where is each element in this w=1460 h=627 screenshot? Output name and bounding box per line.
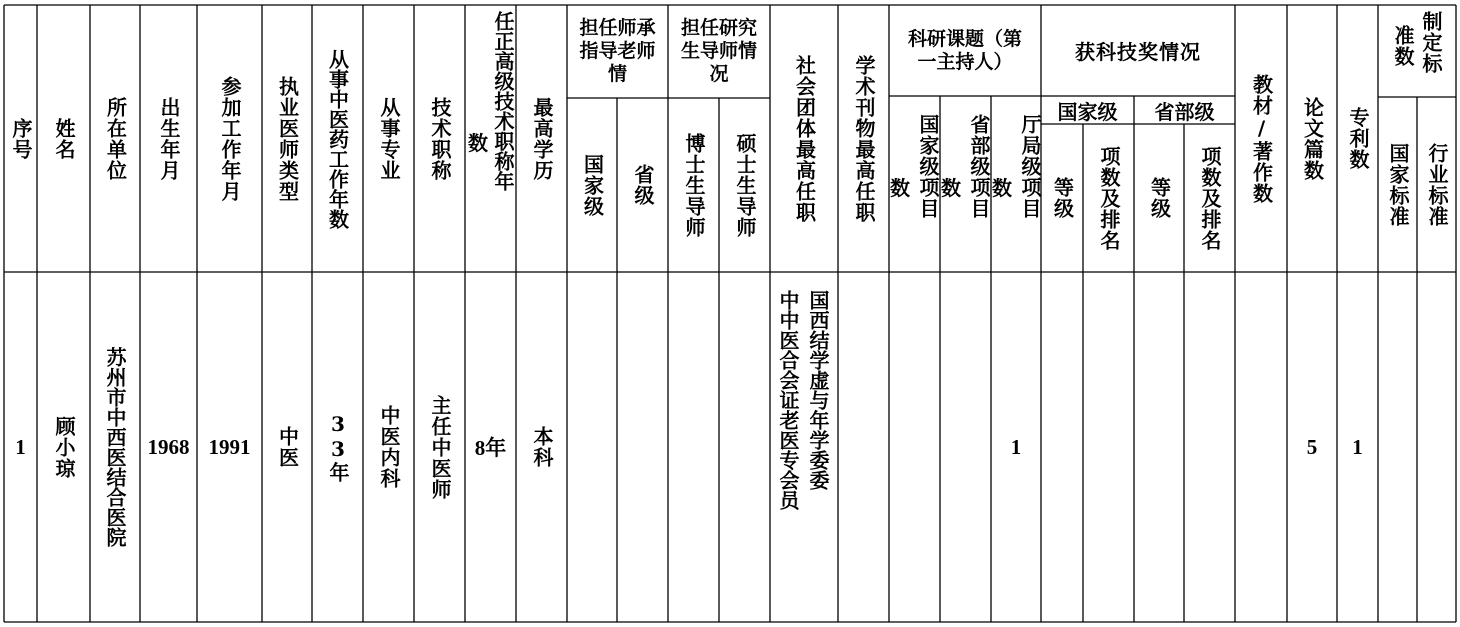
row-physician-type: 中医	[275, 426, 300, 468]
header-award-national: 国家级	[1057, 99, 1118, 124]
row-senior-years: 8年	[474, 436, 507, 460]
row-education: 本科	[530, 426, 554, 468]
header-specialty: 从事专业	[377, 96, 401, 181]
header-mentor-group: 担任师承指导老师情	[579, 17, 656, 85]
row-papers: 5	[1306, 434, 1318, 459]
header-research-bureau: 数 厅局级项目	[992, 114, 1042, 219]
header-physician-type: 执业医师类型	[275, 75, 300, 202]
header-pg-master: 硕士生导师	[733, 132, 757, 238]
header-education: 最高学历	[530, 96, 554, 181]
header-patents: 专利数	[1346, 107, 1370, 170]
header-tech-title: 技术职称	[428, 96, 452, 181]
header-name: 姓名	[52, 117, 76, 160]
row-society: 国西结学虚与年学委委 中中医合会证老医专会员	[776, 290, 830, 510]
row-birth: 1968	[147, 434, 190, 459]
header-senior-years: 数 任正高级技术职称年	[468, 11, 515, 191]
header-standards-group: 准数 制定标	[1391, 11, 1443, 74]
header-mentor-provincial: 省级	[631, 164, 655, 206]
header-journal: 学术刊物最高任职	[852, 54, 876, 223]
row-work-start: 1991	[208, 434, 251, 459]
row-name: 顾小琼	[52, 415, 76, 479]
header-pg-group: 担任研究生导师情况	[680, 17, 757, 85]
header-award-provincial: 省部级	[1154, 99, 1215, 124]
header-research-provincial: 数 省部级项目	[941, 114, 991, 219]
header-papers: 论文篇数	[1300, 96, 1325, 181]
header-society: 社会团体最高任职	[792, 54, 817, 223]
header-std-national: 国家标准	[1386, 142, 1410, 227]
row-patents: 1	[1352, 434, 1363, 459]
header-award-provincial-count-rank: 项数及排名	[1198, 145, 1222, 251]
row-specialty: 中医内科	[377, 405, 401, 489]
header-unit: 所在单位	[103, 96, 128, 181]
header-mentor-national: 国家级	[580, 153, 605, 217]
row-tech-title: 主任中医师	[428, 394, 452, 500]
header-std-industry: 行业标准	[1425, 142, 1449, 227]
header-research-group: 科研课题（第一主持人）	[907, 27, 1022, 73]
header-birth: 出生年月	[157, 96, 181, 181]
row-unit: 苏州市中西医结合医院	[103, 347, 127, 547]
row-tcm-years: 33年	[326, 411, 350, 483]
header-textbooks: 教材/著作数	[1249, 73, 1274, 204]
header-tcm-years: 从事中医药工作年数	[325, 48, 350, 229]
header-work-start: 参加工作年月	[218, 75, 242, 202]
header-pg-phd: 博士生导师	[682, 132, 706, 238]
row-seq: 1	[15, 434, 26, 459]
header-seq: 序号	[9, 117, 33, 160]
header-award-group: 获科技奖情况	[1075, 40, 1201, 64]
header-award-national-grade: 等级	[1050, 177, 1075, 219]
header-award-national-count-rank: 项数及排名	[1097, 145, 1121, 251]
header-research-national: 数 国家级项目	[890, 114, 940, 219]
row-research-bureau: 1	[1010, 434, 1022, 459]
header-award-provincial-grade: 等级	[1147, 177, 1172, 219]
